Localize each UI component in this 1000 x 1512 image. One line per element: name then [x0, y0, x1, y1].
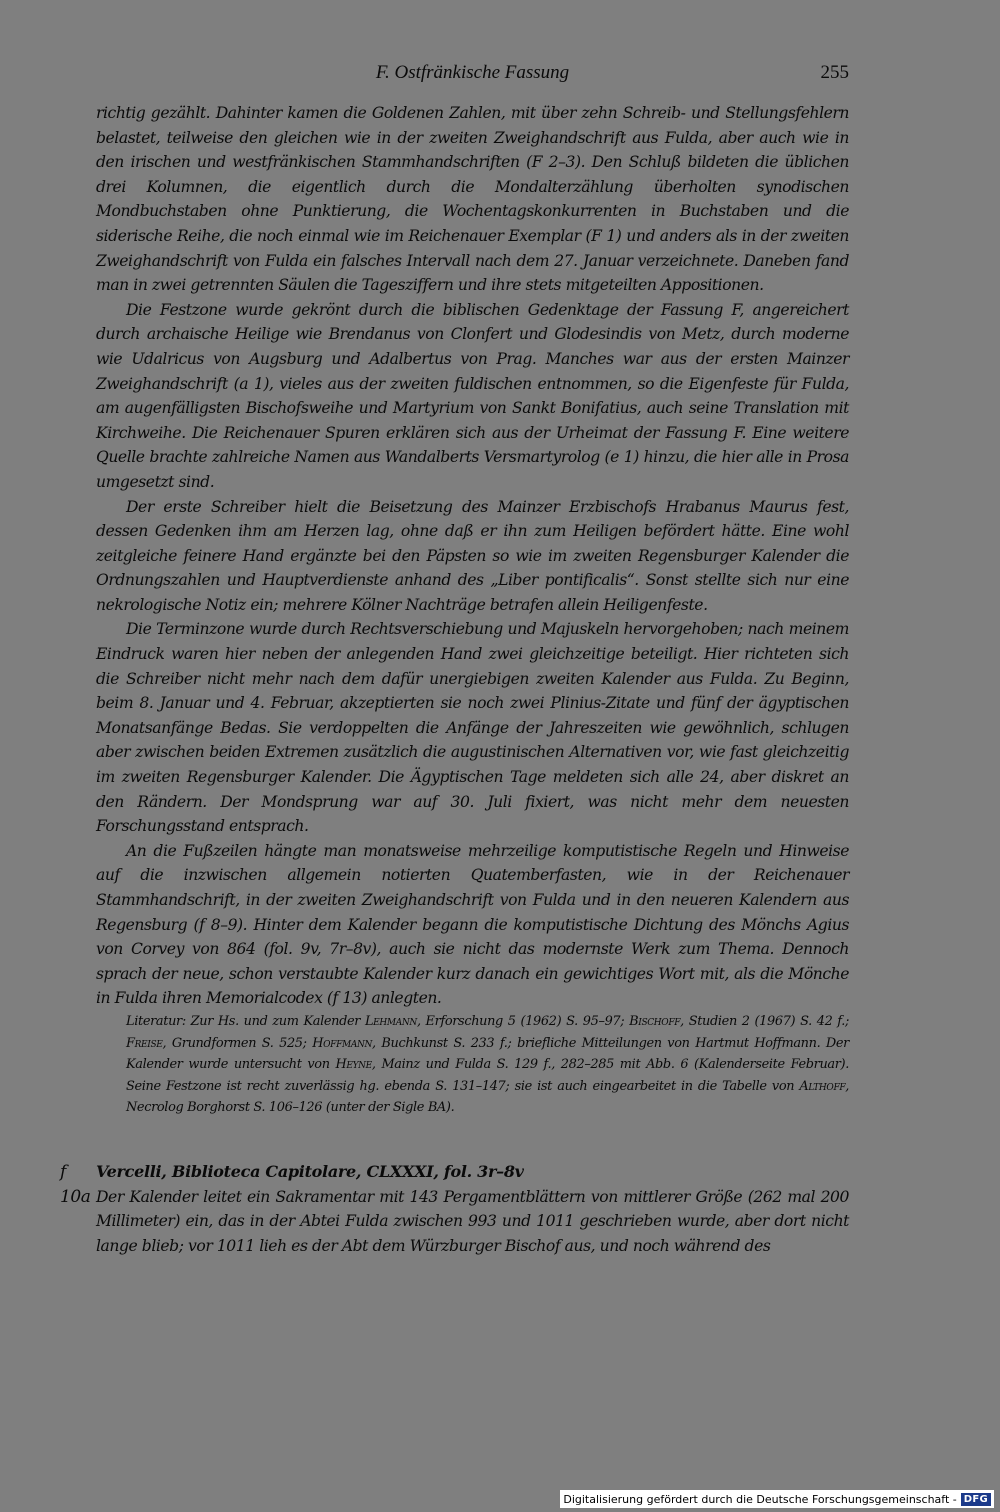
literature-text: , Buchkunst S. 233 f.; briefliche Mitteilungen von Hartmut Hoffmann. Der Kalender wurde untersucht von — [126, 1035, 849, 1073]
literature-text: , Erforschung 5 (1962) S. 95–97; — [416, 1013, 630, 1029]
literature-text: , Studien 2 (1967) S. 42 f.; — [680, 1013, 849, 1029]
author-name: Althoff — [799, 1078, 846, 1094]
running-head — [96, 62, 849, 88]
author-name: Heyne — [335, 1057, 372, 1073]
literature-text: , Grundformen S. 525; — [162, 1035, 313, 1051]
body-text — [96, 101, 849, 1119]
running-title: F. Ostfränkische Fassung — [375, 62, 570, 83]
paragraph: Die Festzone wurde gekrönt durch die biblischen Gedenktage der Fassung F, angereichert durch archaische Heilige wie Brendanus von Clonfert und Glodesindis von Metz, durch moderne wie Udalricus von Augsburg und Adalbertus von Prag. Manches war aus der ersten Mainzer Zweighandschrift (a 1), vieles aus der zweiten fuldischen entnommen, so die Eigenfeste für Fulda, am augenfälligsten Bischofsweihe und Martyrium von Sankt Bonifatius, auch seine Translation mit Kirchweihe. Die Reichenauer Spuren erklären sich aus der Urheimat der Fassung F. Eine weitere Quelle brachte zahlreiche Namen aus Wandalberts Versmartyrolog (e 1) hinzu, die hier alle in Prosa umgesetzt sind. — [96, 300, 849, 491]
page-number: 255 — [820, 62, 849, 83]
author-name: Hoffmann — [312, 1035, 373, 1051]
paragraph: Die Terminzone wurde durch Rechtsverschiebung und Majuskeln hervorgehoben; nach meinem Eindruck waren hier neben der anlegenden Hand zwei gleichzeitige beteiligt. Hier richteten sich die Schreiber nicht mehr nach dem dafür unergiebigen zweiten Kalender aus Fulda. Zu Beginn, beim 8. Januar und 4. Februar, akzeptierten sie noch zwei Plinius-Zitate und fünf der ägyptischen Monatsanfänge Bedas. Sie verdoppelten die Anfänge der Jahreszeiten wie gewöhnlich, schlugen aber zwischen beiden Extremen zusätzlich die augustinischen Alternativen vor, wie fast gleichzeitig im zweiten Regensburger Kalender. Die Ägyptischen Tage meldeten sich alle 24, aber diskret an den Rändern. Der Mondsprung war auf 30. Juli fixiert, was nicht mehr dem neuesten Forschungsstand entsprach. — [96, 620, 849, 836]
footer-text: Digitalisierung gefördert durch die Deutsche Forschungsgemeinschaft - — [563, 1492, 957, 1506]
entry-siglum: f 10a — [60, 1162, 91, 1207]
entry-heading: Vercelli, Biblioteca Capitolare, CLXXXI, fol. 3r–8v — [96, 1162, 524, 1181]
literature-note — [96, 1011, 849, 1119]
entry-body — [96, 1160, 849, 1258]
catalog-entry — [60, 1160, 849, 1258]
author-name: Bischoff — [629, 1013, 681, 1029]
literature-text: , Mainz und Fulda S. 129 f., 282–285 mit Abb. 6 (Kalenderseite Februar). Seine Festzone ist recht zuverlässig hg. ebenda S. 131–147; sie ist auch eingearbeitet in die Tabelle von — [126, 1057, 849, 1094]
dfg-logo: DFG — [961, 1493, 991, 1506]
paragraph: An die Fußzeilen hängte man monatsweise mehrzeilige komputistische Regeln und Hinweise auf die inzwischen allgemein notierten Quatemberfasten, wie in der Reichenauer Stammhandschrift, in der zweiten Zweighandschrift von Fulda und in den neueren Kalendern aus Regensburg (f 8–9). Hinter dem Kalender begann die komputistische Dichtung des Mönchs Agius von Corvey von 864 (fol. 9v, 7r–8v), auch sie nicht das modernste Werk zum Thema. Dennoch sprach der neue, schon verstaubte Kalender kurz danach ein gewichtiges Wort mit, als die Mönche in Fulda ihren Memorialcodex (f 13) anlegten. — [96, 841, 849, 1008]
literature-text: Literatur: Zur Hs. und zum Kalender — [126, 1013, 365, 1029]
author-name: Lehmann — [364, 1013, 417, 1029]
literature-text: , Necrolog Borghorst S. 106–126 (unter der Sigle BA). — [126, 1078, 849, 1116]
entry-text: Der Kalender leitet ein Sakramentar mit 143 Pergamentblättern von mittlerer Größe (262 mal 200 Millimeter) ein, das in der Abtei Fulda zwischen 993 und 1011 geschrieben wurde, aber dort nicht lange blieb; vor 1011 lieh es der Abt dem Würzburger Bischof aus, und noch während des — [96, 1187, 849, 1255]
paragraph: richtig gezählt. Dahinter kamen die Goldenen Zahlen, mit über zehn Schreib- und Stellungsfehlern belastet, teilweise den gleichen wie in der zweiten Zweighandschrift aus Fulda, aber auch wie in den irischen und westfränkischen Stammhandschriften (F 2–3). Den Schluß bildeten die üblichen drei Kolumnen, die eigentlich durch die Mondalterzählung überholten synodischen Mondbuchstaben ohne Punktierung, die Wochentagskonkurrenten in Buchstaben und die siderische Reihe, die noch einmal wie im Reichenauer Exemplar (F 1) und anders als in der zweiten Zweighandschrift von Fulda ein falsches Intervall nach dem 27. Januar verzeichnete. Daneben fand man in zwei getrennten Säulen die Tagesziffern und ihre stets mitgeteilten Appositionen. — [96, 104, 849, 295]
author-name: Freise — [126, 1035, 163, 1051]
paragraph: Der erste Schreiber hielt die Beisetzung des Mainzer Erzbischofs Hrabanus Maurus fest, dessen Gedenken ihm am Herzen lag, ohne daß er ihn zum Heiligen befördert hätte. Eine wohl zeitgleiche feinere Hand ergänzte bei den Päpsten so wie im zweiten Regensburger Kalender die Ordnungszahlen und Hauptverdienste anhand des „Liber pontificalis“. Sonst stellte sich nur eine nekrologische Notiz ein; mehrere Kölner Nachträge betrafen allein Heiligenfeste. — [96, 497, 849, 614]
funding-footer — [560, 1490, 994, 1508]
